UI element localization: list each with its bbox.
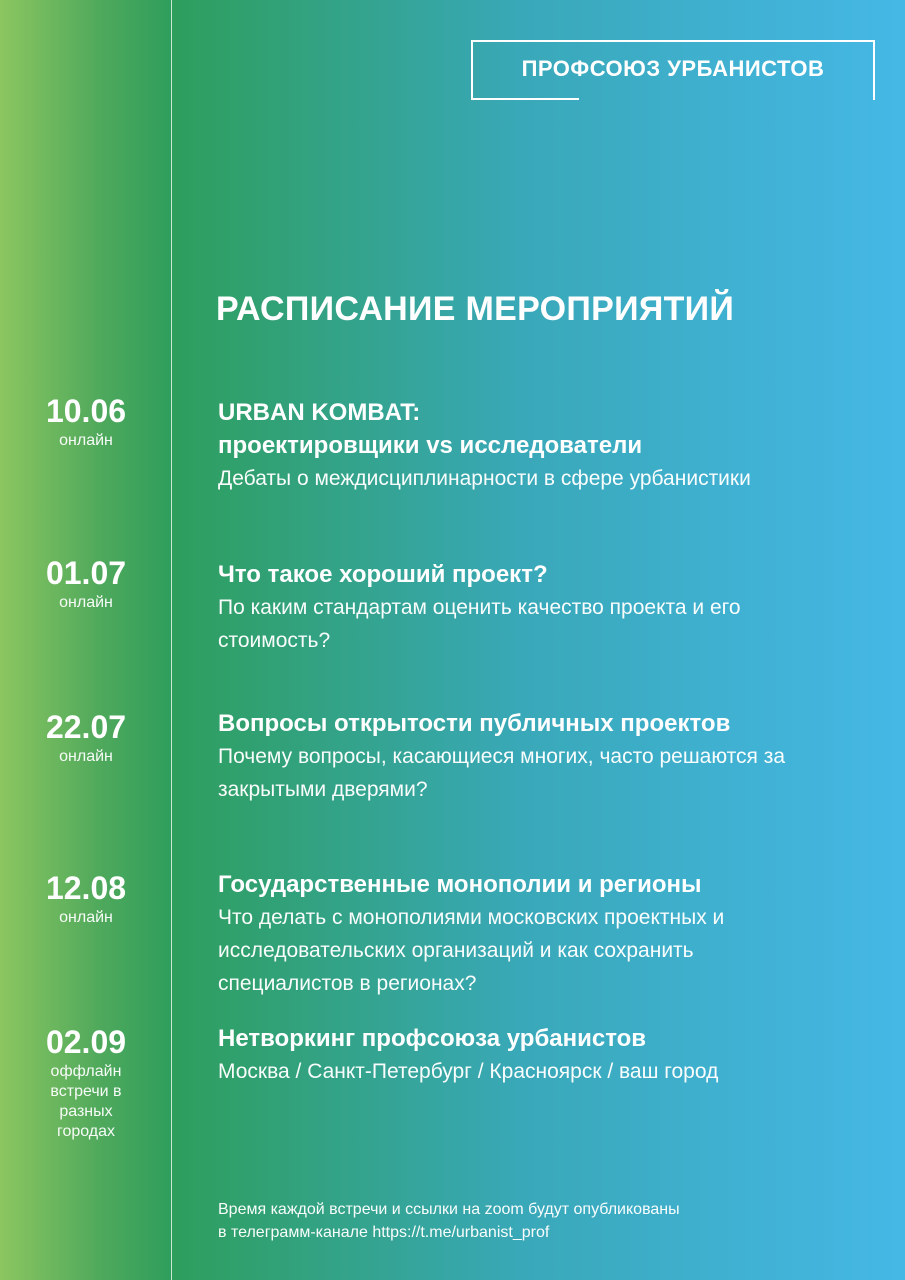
event-description: Дебаты о междисциплинарности в сфере урбанистики <box>218 467 751 490</box>
event-mode: онлайн <box>59 432 113 449</box>
event-mode: онлайн <box>59 909 113 926</box>
footer-note <box>218 1198 680 1244</box>
event-mode: оффлайн встречи в разных городах <box>50 1063 122 1140</box>
event-date-block <box>0 555 172 613</box>
event-description: Что делать с монополиями московских проектных и исследовательских организаций и как сохранить специалистов в регионах? <box>218 906 725 995</box>
event-subtitle: проектировщики vs исследователи <box>218 432 643 459</box>
event-date: 22.07 <box>45 709 127 745</box>
event-date: 02.09 <box>45 1024 127 1060</box>
event-date: 12.08 <box>45 870 127 906</box>
event-description: По каким стандартам оценить качество проекта и его стоимость? <box>218 596 741 652</box>
event-mode: онлайн <box>59 594 113 611</box>
event-title: Вопросы открытости публичных проектов <box>218 710 731 737</box>
event-mode: онлайн <box>59 748 113 765</box>
event-date-block <box>0 709 172 767</box>
event-item <box>218 396 878 495</box>
event-item <box>218 1022 878 1088</box>
footer-line: Время каждой встречи и ссылки на zoom будут опубликованы <box>218 1201 680 1218</box>
event-date-block <box>0 1024 172 1142</box>
event-item <box>218 707 868 806</box>
event-title: URBAN KOMBAT: <box>218 399 421 426</box>
event-item <box>218 558 838 657</box>
footer-line-link[interactable]: в телеграмм-канале https://t.me/urbanist_prof <box>218 1224 550 1241</box>
event-date: 01.07 <box>45 555 127 591</box>
event-item <box>218 868 828 1000</box>
brand-label: ПРОФСОЮЗ УРБАНИСТОВ <box>521 56 825 81</box>
brand-box <box>471 40 875 100</box>
event-title: Нетворкинг профсоюза урбанистов <box>218 1025 647 1052</box>
event-date: 10.06 <box>45 393 127 429</box>
page-title: РАСПИСАНИЕ МЕРОПРИЯТИЙ <box>216 290 735 328</box>
event-date-block <box>0 870 172 928</box>
brand-frame-bottom <box>471 98 579 100</box>
event-title: Что такое хороший проект? <box>218 561 548 588</box>
event-description: Почему вопросы, касающиеся многих, часто решаются за закрытыми дверями? <box>218 745 786 801</box>
brand-frame-top <box>471 40 875 42</box>
event-title: Государственные монополии и регионы <box>218 871 702 898</box>
event-date-block <box>0 393 172 451</box>
event-description: Москва / Санкт-Петербург / Красноярск / ваш город <box>218 1060 719 1083</box>
